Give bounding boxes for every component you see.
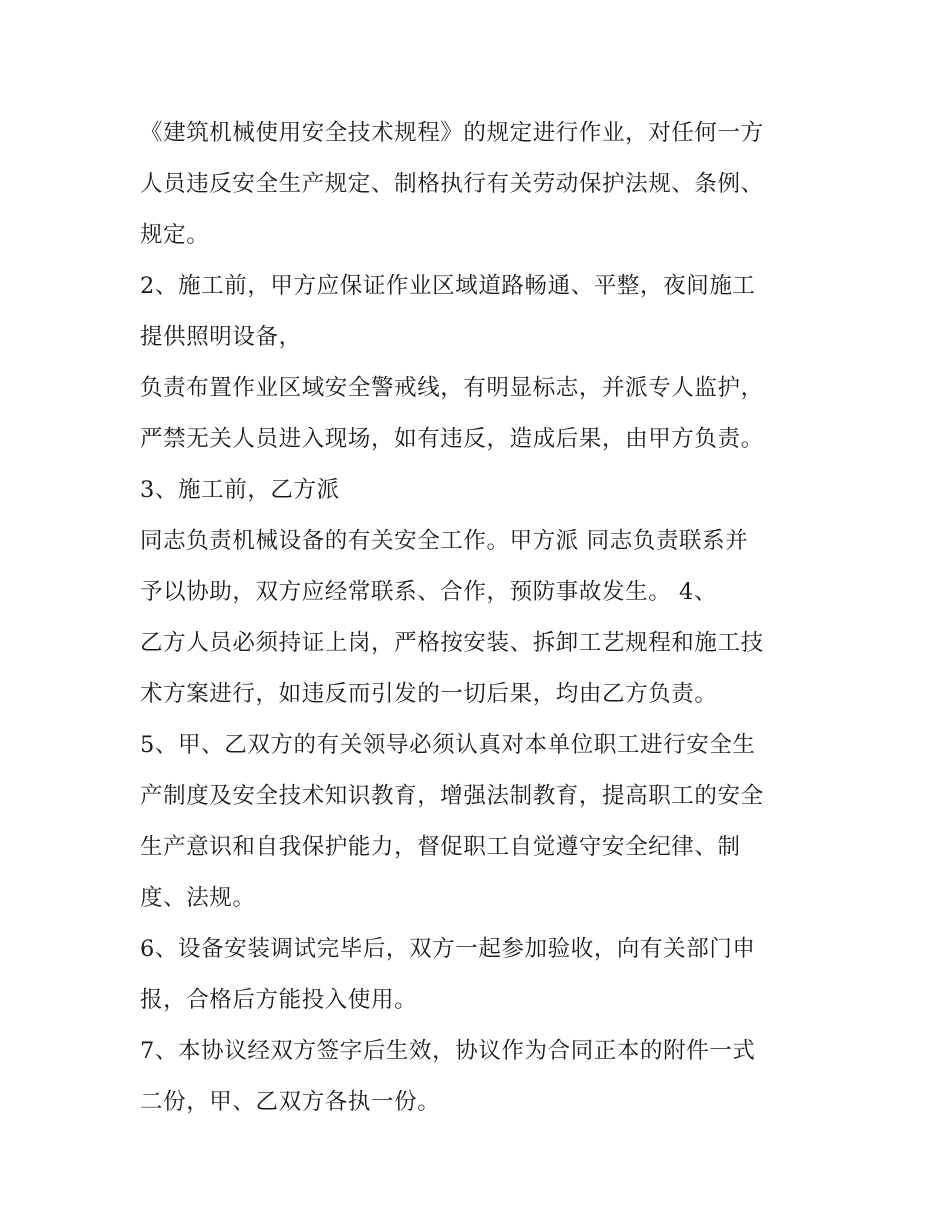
clause-6-line: 6、设备安装调试完毕后，双方一起参加验收，向有关部门申 [140, 936, 756, 962]
clause-3-line: 3、施工前，乙方派 [140, 477, 340, 503]
clause-7-line: 7、本协议经双方签字后生效，协议作为合同正本的附件一式 [140, 1038, 756, 1064]
text-line: 生产意识和自我保护能力，督促职工自觉遵守安全纪律、制 [140, 834, 741, 860]
text-line: 负责布置作业区域安全警戒线，有明显标志，并派专人监护， [140, 375, 764, 401]
text-line: 同志负责机械设备的有关安全工作。甲方派 同志负责联系并 [140, 528, 749, 554]
text-line: 产制度及安全技术知识教育，增强法制教育，提高职工的安全 [140, 783, 764, 809]
text-line: 度、法规。 [140, 885, 256, 911]
text-line: 《建筑机械使用安全技术规程》的规定进行作业，对任何一方 [140, 120, 764, 146]
text-line: 术方案进行，如违反而引发的一切后果，均由乙方负责。 [140, 681, 718, 707]
text-line: 二份，甲、乙双方各执一份。 [140, 1089, 441, 1115]
clause-5-line: 5、甲、乙双方的有关领导必须认真对本单位职工进行安全生 [140, 732, 756, 758]
text-line: 提供照明设备， [140, 324, 302, 350]
text-line: 人员违反安全生产规定、制格执行有关劳动保护法规、条例、 [140, 171, 764, 197]
agreement-text [140, 108, 830, 1128]
clause-4-line: 乙方人员必须持证上岗，严格按安装、拆卸工艺规程和施工技 [140, 630, 764, 656]
text-line: 规定。 [140, 222, 210, 248]
text-line: 予以协助，双方应经常联系、合作，预防事故发生。 4、 [140, 579, 718, 605]
clause-2-line: 2、施工前，甲方应保证作业区域道路畅通、平整，夜间施工 [140, 273, 756, 299]
text-line: 严禁无关人员进入现场，如有违反，造成后果，由甲方负责。 [140, 426, 764, 452]
text-line: 报，合格后方能投入使用。 [140, 987, 418, 1013]
